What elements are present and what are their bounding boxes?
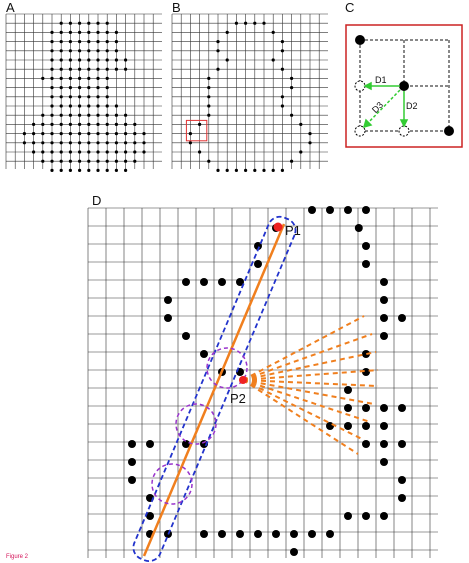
contour-point xyxy=(78,114,81,117)
contour-point xyxy=(226,169,229,172)
contour-point xyxy=(60,141,63,144)
contour-point xyxy=(308,206,316,214)
contour-point xyxy=(50,58,53,61)
contour-point xyxy=(262,169,265,172)
contour-point xyxy=(96,169,99,172)
contour-point xyxy=(96,86,99,89)
contour-point xyxy=(78,132,81,135)
contour-point xyxy=(281,104,284,107)
contour-point xyxy=(355,224,363,232)
contour-point xyxy=(69,160,72,163)
contour-point xyxy=(380,278,388,286)
contour-point xyxy=(115,150,118,153)
contour-point xyxy=(96,123,99,126)
contour-point xyxy=(115,58,118,61)
contour-point xyxy=(216,49,219,52)
contour-point xyxy=(133,123,136,126)
contour-point xyxy=(41,114,44,117)
contour-point xyxy=(106,114,109,117)
contour-point xyxy=(182,278,190,286)
d1-arrowhead xyxy=(365,83,371,89)
contour-point xyxy=(299,150,302,153)
contour-point xyxy=(60,58,63,61)
panel-c-label: C xyxy=(345,0,355,15)
contour-point xyxy=(207,95,210,98)
contour-point xyxy=(380,404,388,412)
contour-point xyxy=(69,40,72,43)
contour-point xyxy=(218,530,226,538)
neighborhood-circle xyxy=(152,464,192,504)
contour-point xyxy=(69,114,72,117)
contour-point xyxy=(244,169,247,172)
contour-point xyxy=(32,141,35,144)
grid-lines xyxy=(172,14,328,169)
contour-point xyxy=(290,548,298,556)
contour-point xyxy=(87,114,90,117)
contour-point xyxy=(78,86,81,89)
contour-point xyxy=(96,22,99,25)
contour-point xyxy=(281,95,284,98)
contour-point xyxy=(60,123,63,126)
contour-point xyxy=(326,206,334,214)
contour-point xyxy=(281,49,284,52)
contour-point xyxy=(60,49,63,52)
contour-point xyxy=(115,31,118,34)
contour-point xyxy=(124,123,127,126)
p1-point xyxy=(274,223,283,232)
contour-point xyxy=(96,68,99,71)
contour-point xyxy=(69,68,72,71)
p2-label: P2 xyxy=(230,391,246,406)
contour-point xyxy=(380,422,388,430)
contour-point xyxy=(142,141,145,144)
contour-point xyxy=(254,530,262,538)
contour-point xyxy=(290,530,298,538)
contour-point xyxy=(50,169,53,172)
contour-point xyxy=(189,132,192,135)
contour-point xyxy=(207,77,210,80)
panel-d-grid xyxy=(88,208,448,560)
contour-point xyxy=(50,77,53,80)
contour-point xyxy=(41,123,44,126)
contour-point xyxy=(60,114,63,117)
panel-b-label: B xyxy=(172,0,181,15)
contour-point xyxy=(41,150,44,153)
contour-point xyxy=(78,141,81,144)
contour-point xyxy=(106,31,109,34)
contour-point xyxy=(398,440,406,448)
contour-point xyxy=(344,512,352,520)
contour-point xyxy=(69,104,72,107)
contour-point xyxy=(69,58,72,61)
panel-a-label: A xyxy=(6,0,15,15)
contour-point xyxy=(124,114,127,117)
contour-point xyxy=(115,49,118,52)
contour-point xyxy=(272,530,280,538)
figure-caption: Figure 2 xyxy=(6,554,29,560)
contour-point xyxy=(124,169,127,172)
contour-point xyxy=(50,160,53,163)
contour-point xyxy=(216,40,219,43)
contour-point xyxy=(115,169,118,172)
contour-point xyxy=(362,440,370,448)
contour-point xyxy=(50,40,53,43)
contour-point xyxy=(115,132,118,135)
contour-point xyxy=(32,123,35,126)
contour-point xyxy=(189,141,192,144)
contour-point xyxy=(106,40,109,43)
contour-point xyxy=(128,458,136,466)
contour-point xyxy=(124,58,127,61)
contour-point xyxy=(78,22,81,25)
contour-point xyxy=(78,58,81,61)
contour-point xyxy=(128,440,136,448)
contour-point xyxy=(87,22,90,25)
contour-point xyxy=(87,86,90,89)
contour-point xyxy=(444,126,454,136)
contour-point xyxy=(344,422,352,430)
contour-point xyxy=(69,22,72,25)
contour-point xyxy=(87,150,90,153)
contour-point xyxy=(124,141,127,144)
contour-point xyxy=(326,422,334,430)
contour-point xyxy=(124,150,127,153)
contour-point xyxy=(115,114,118,117)
contour-point xyxy=(216,68,219,71)
highlight-box xyxy=(186,120,206,140)
contour-point xyxy=(290,77,293,80)
grid-lines xyxy=(6,14,162,169)
contour-point xyxy=(60,104,63,107)
contour-point xyxy=(78,104,81,107)
contour-point xyxy=(290,86,293,89)
contour-point xyxy=(96,77,99,80)
contour-point xyxy=(272,31,275,34)
contour-point xyxy=(106,86,109,89)
contour-point xyxy=(281,169,284,172)
contour-point xyxy=(115,123,118,126)
contour-point xyxy=(106,123,109,126)
contour-point xyxy=(87,77,90,80)
contour-point xyxy=(146,440,154,448)
contour-point xyxy=(96,40,99,43)
contour-point xyxy=(87,132,90,135)
contour-point xyxy=(308,132,311,135)
contour-point xyxy=(32,150,35,153)
contour-point xyxy=(398,314,406,322)
contour-point xyxy=(235,22,238,25)
contour-point xyxy=(362,512,370,520)
contour-point xyxy=(115,160,118,163)
contour-point xyxy=(50,114,53,117)
contour-point xyxy=(299,123,302,126)
contour-point xyxy=(290,160,293,163)
contour-point xyxy=(78,169,81,172)
contour-point xyxy=(106,104,109,107)
contour-point xyxy=(106,68,109,71)
contour-point xyxy=(23,132,26,135)
contour-point xyxy=(69,49,72,52)
contour-point xyxy=(380,512,388,520)
contour-point xyxy=(32,132,35,135)
contour-point xyxy=(398,476,406,484)
contour-point xyxy=(124,132,127,135)
contour-point xyxy=(87,68,90,71)
contour-point xyxy=(96,58,99,61)
contour-point xyxy=(50,104,53,107)
contour-point xyxy=(50,86,53,89)
contour-point xyxy=(362,260,370,268)
contour-point xyxy=(96,132,99,135)
contour-point xyxy=(78,123,81,126)
contour-point xyxy=(133,132,136,135)
contour-point xyxy=(281,40,284,43)
contour-point xyxy=(96,160,99,163)
d3-arrowhead xyxy=(364,120,371,127)
contour-point xyxy=(106,132,109,135)
contour-point xyxy=(87,141,90,144)
d3-label: D3 xyxy=(369,99,386,116)
contour-point xyxy=(60,86,63,89)
contour-point xyxy=(115,104,118,107)
contour-point xyxy=(60,169,63,172)
contour-point xyxy=(133,150,136,153)
contour-point xyxy=(69,95,72,98)
contour-point xyxy=(78,49,81,52)
contour-point xyxy=(50,132,53,135)
contour-point xyxy=(164,296,172,304)
contour-point xyxy=(106,169,109,172)
contour-point xyxy=(398,494,406,502)
panel-d-contour xyxy=(128,206,406,556)
contour-point xyxy=(198,123,201,126)
contour-point xyxy=(41,77,44,80)
contour-point xyxy=(380,314,388,322)
contour-point xyxy=(96,95,99,98)
contour-point xyxy=(60,132,63,135)
contour-point xyxy=(41,160,44,163)
contour-point xyxy=(253,22,256,25)
contour-point xyxy=(106,160,109,163)
contour-point xyxy=(326,530,334,538)
contour-point xyxy=(308,530,316,538)
contour-point xyxy=(69,77,72,80)
p2-point xyxy=(239,376,247,384)
contour-point xyxy=(124,68,127,71)
contour-point xyxy=(235,169,238,172)
contour-point xyxy=(164,314,172,322)
contour-point xyxy=(60,150,63,153)
contour-point xyxy=(272,169,275,172)
contour-point xyxy=(87,40,90,43)
contour-point xyxy=(60,95,63,98)
contour-point xyxy=(69,150,72,153)
contour-point xyxy=(50,150,53,153)
contour-point xyxy=(106,150,109,153)
contour-point xyxy=(380,440,388,448)
contour-point xyxy=(380,296,388,304)
contour-point xyxy=(60,40,63,43)
contour-point xyxy=(96,141,99,144)
contour-point xyxy=(87,31,90,34)
contour-point xyxy=(69,86,72,89)
contour-point xyxy=(198,150,201,153)
contour-point xyxy=(50,95,53,98)
contour-point xyxy=(398,404,406,412)
contour-point xyxy=(78,150,81,153)
contour-point xyxy=(78,95,81,98)
contour-point xyxy=(50,31,53,34)
contour-point xyxy=(200,350,208,358)
contour-point xyxy=(124,160,127,163)
contour-point xyxy=(87,160,90,163)
contour-point xyxy=(106,77,109,80)
d1-label: D1 xyxy=(375,75,387,85)
contour-point xyxy=(60,31,63,34)
contour-point xyxy=(362,404,370,412)
contour-point xyxy=(226,31,229,34)
contour-point xyxy=(380,332,388,340)
contour-point xyxy=(50,68,53,71)
contour-point xyxy=(362,242,370,250)
panel-d-label: D xyxy=(92,193,102,208)
contour-point xyxy=(207,104,210,107)
contour-point xyxy=(78,40,81,43)
contour-point xyxy=(362,206,370,214)
contour-point xyxy=(226,58,229,61)
contour-point xyxy=(87,95,90,98)
contour-point xyxy=(115,141,118,144)
contour-point xyxy=(106,58,109,61)
contour-point xyxy=(115,68,118,71)
contour-point xyxy=(60,160,63,163)
panel-a-grid xyxy=(6,14,163,169)
d2-label: D2 xyxy=(406,101,418,111)
contour-point xyxy=(253,169,256,172)
contour-point xyxy=(344,386,352,394)
panel-b-grid xyxy=(172,14,329,169)
contour-point xyxy=(200,278,208,286)
contour-point xyxy=(41,132,44,135)
contour-point xyxy=(355,35,365,45)
contour-point xyxy=(41,141,44,144)
contour-point xyxy=(87,49,90,52)
contour-point xyxy=(78,160,81,163)
contour-point xyxy=(23,141,26,144)
contour-point xyxy=(207,86,210,89)
contour-point xyxy=(272,58,275,61)
contour-point xyxy=(106,95,109,98)
contour-point xyxy=(87,169,90,172)
contour-point xyxy=(142,132,145,135)
contour-point xyxy=(60,77,63,80)
contour-point xyxy=(244,22,247,25)
contour-point xyxy=(128,476,136,484)
search-ray xyxy=(243,380,370,422)
center-point xyxy=(399,81,409,91)
contour-point xyxy=(96,150,99,153)
contour-point xyxy=(380,458,388,466)
contour-point xyxy=(281,68,284,71)
contour-point xyxy=(216,169,219,172)
d2-arrowhead xyxy=(401,120,407,126)
contour-point xyxy=(207,160,210,163)
contour-point xyxy=(254,260,262,268)
contour-point xyxy=(96,114,99,117)
contour-point xyxy=(78,68,81,71)
contour-point xyxy=(182,332,190,340)
contour-point xyxy=(69,169,72,172)
contour-point xyxy=(78,77,81,80)
search-ray xyxy=(243,316,364,380)
contour-point xyxy=(50,123,53,126)
contour-point xyxy=(69,132,72,135)
contour-point xyxy=(218,278,226,286)
contour-point xyxy=(308,141,311,144)
contour-point xyxy=(236,530,244,538)
contour-point xyxy=(87,104,90,107)
contour-point xyxy=(87,123,90,126)
contour-point xyxy=(106,49,109,52)
contour-point xyxy=(362,422,370,430)
contour-point xyxy=(133,141,136,144)
contour-point xyxy=(60,68,63,71)
contour-point xyxy=(96,31,99,34)
contour-point xyxy=(133,160,136,163)
contour-point xyxy=(106,22,109,25)
contour-point xyxy=(60,22,63,25)
panel-c-diagram xyxy=(345,14,463,148)
contour-point xyxy=(69,141,72,144)
contour-point xyxy=(87,58,90,61)
contour-point xyxy=(262,22,265,25)
contour-point xyxy=(344,404,352,412)
contour-point xyxy=(200,530,208,538)
contour-point xyxy=(96,49,99,52)
contour-point xyxy=(106,141,109,144)
contour-point xyxy=(78,31,81,34)
contour-point xyxy=(290,114,293,117)
contour-point xyxy=(115,40,118,43)
contour-point xyxy=(69,31,72,34)
contour-point xyxy=(142,150,145,153)
contour-point xyxy=(96,104,99,107)
contour-point xyxy=(50,141,53,144)
contour-point xyxy=(69,123,72,126)
contour-point xyxy=(207,114,210,117)
contour-point xyxy=(344,206,352,214)
p1-label: P1 xyxy=(285,223,301,238)
contour-point xyxy=(50,49,53,52)
